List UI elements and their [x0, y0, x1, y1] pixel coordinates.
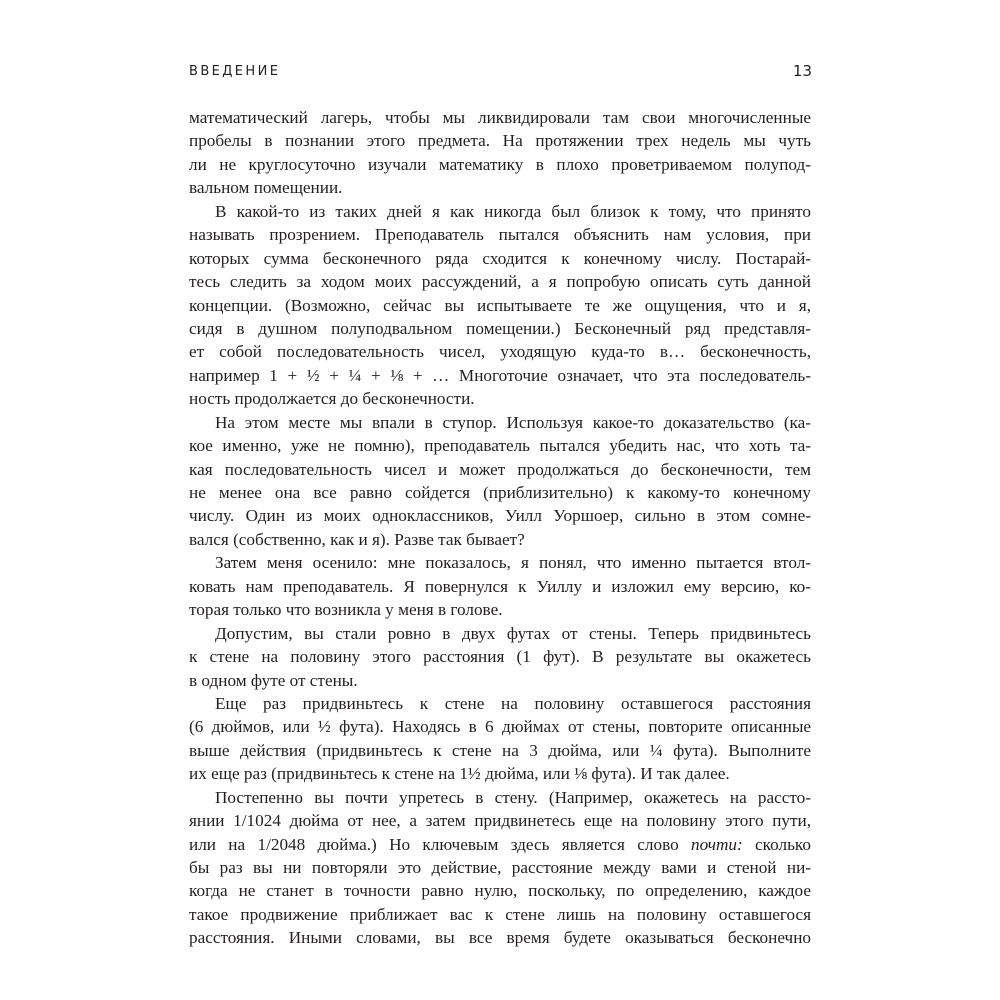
text-line: когда не станет в точности равно нулю, поскольку, по определению, каждое — [189, 881, 811, 901]
text-line: концепции. (Возможно, сейчас вы испытываете те же ощущения, что и я, — [189, 295, 811, 315]
text-line: называть прозрением. Преподаватель пытался объяснить нам условия, при — [189, 225, 811, 245]
text-line: янии 1/1024 дюйма от нее, а затем придвинетесь еще на половину этого пути, — [189, 811, 811, 831]
text-line: выше действия (придвиньтесь к стене на 3 дюйма, или ¼ фута). Выполните — [189, 740, 811, 760]
text-line: бы раз вы ни повторяли это действие, расстояние между вами и стеной ни- — [189, 858, 811, 877]
body-text — [189, 106, 811, 950]
text-line: пробелы в познании этого предмета. На протяжении трех недель мы чуть — [189, 131, 811, 151]
text-line: торая только что возникла у меня в голове. — [189, 600, 503, 620]
text-line: вальном помещении. — [189, 178, 343, 198]
page-number: 13 — [792, 62, 812, 80]
text-line: числу. Один из моих одноклассников, Уилл Уоршоер, сильно в этом сомне- — [189, 506, 811, 526]
text-line: ность продолжается до бесконечности. — [189, 389, 475, 409]
text-line: тесь следить за ходом моих рассуждений, а я попробую описать суть данной — [189, 272, 811, 292]
text-line: кое именно, уже не помню), преподаватель пытался убедить нас, что хоть та- — [189, 436, 811, 456]
text-line: Постепенно вы почти упретесь в стену. (Например, окажетесь на рассто- — [215, 787, 811, 807]
text-line: ковать нам преподаватель. Я повернулся к Уиллу и изложил ему версию, ко- — [189, 576, 811, 596]
text-line: в одном футе от стены. — [189, 670, 358, 690]
text-line: которых сумма бесконечного ряда сходится к конечному числу. Постарай- — [189, 248, 811, 268]
text-line: например 1 + ½ + ¼ + ⅛ + … Многоточие означает, что эта последователь- — [189, 365, 811, 385]
text-line: (6 дюймов, или ½ фута). Находясь в 6 дюймах от стены, повторите описанные — [189, 717, 811, 737]
text-line: математический лагерь, чтобы мы ликвидировали там свои многочисленные — [189, 108, 811, 127]
text-line: Затем меня осенило: мне показалось, я понял, что именно пытается втол- — [215, 553, 811, 573]
text-line: Еще раз придвиньтесь к стене на половину оставшегося расстояния — [215, 693, 811, 713]
text-line: кая последовательность чисел и может продолжаться до бесконечности, тем — [189, 459, 811, 479]
text-line: их еще раз (придвиньтесь к стене на 1½ дюйма, или ⅛ фута). И так далее. — [189, 764, 730, 784]
text-line: расстояния. Иными словами, вы все время будете оказываться бесконечно — [189, 928, 811, 948]
text-line: Допустим, вы стали ровно в двух футах от стены. Теперь придвиньтесь — [215, 623, 811, 643]
text-line: сидя в душном полуподвальном помещении.) Бесконечный ряд представля- — [189, 318, 811, 338]
text-segment: сколько — [742, 834, 811, 854]
text-line: вался (собственно, как и я). Разве так бывает? — [189, 529, 525, 549]
text-line: не менее она все равно сойдется (приблизительно) к какому-то конечному — [189, 483, 811, 502]
text-line: На этом месте мы впали в ступор. Используя какое-то доказательство (ка- — [215, 412, 811, 432]
text-segment: или на 1/2048 дюйма.) Но ключевым здесь является слово — [189, 834, 692, 854]
text-line: такое продвижение приближает вас к стене лишь на половину оставшегося — [189, 904, 811, 924]
text-line: В какой-то из таких дней я как никогда был близок к тому, что принято — [215, 201, 811, 221]
text-line-with-emphasis — [189, 833, 811, 856]
emphasized-word: почти: — [691, 834, 743, 854]
text-line: к стене на половину этого расстояния (1 фут). В результате вы окажетесь — [189, 647, 811, 667]
text-line: ет собой последовательность чисел, уходящую куда-то в… бесконечность, — [189, 342, 811, 362]
text-line: ли не круглосуточно изучали математику в плохо проветриваемом полупод- — [189, 154, 811, 174]
running-head-title: ВВЕДЕНИЕ — [189, 64, 281, 79]
